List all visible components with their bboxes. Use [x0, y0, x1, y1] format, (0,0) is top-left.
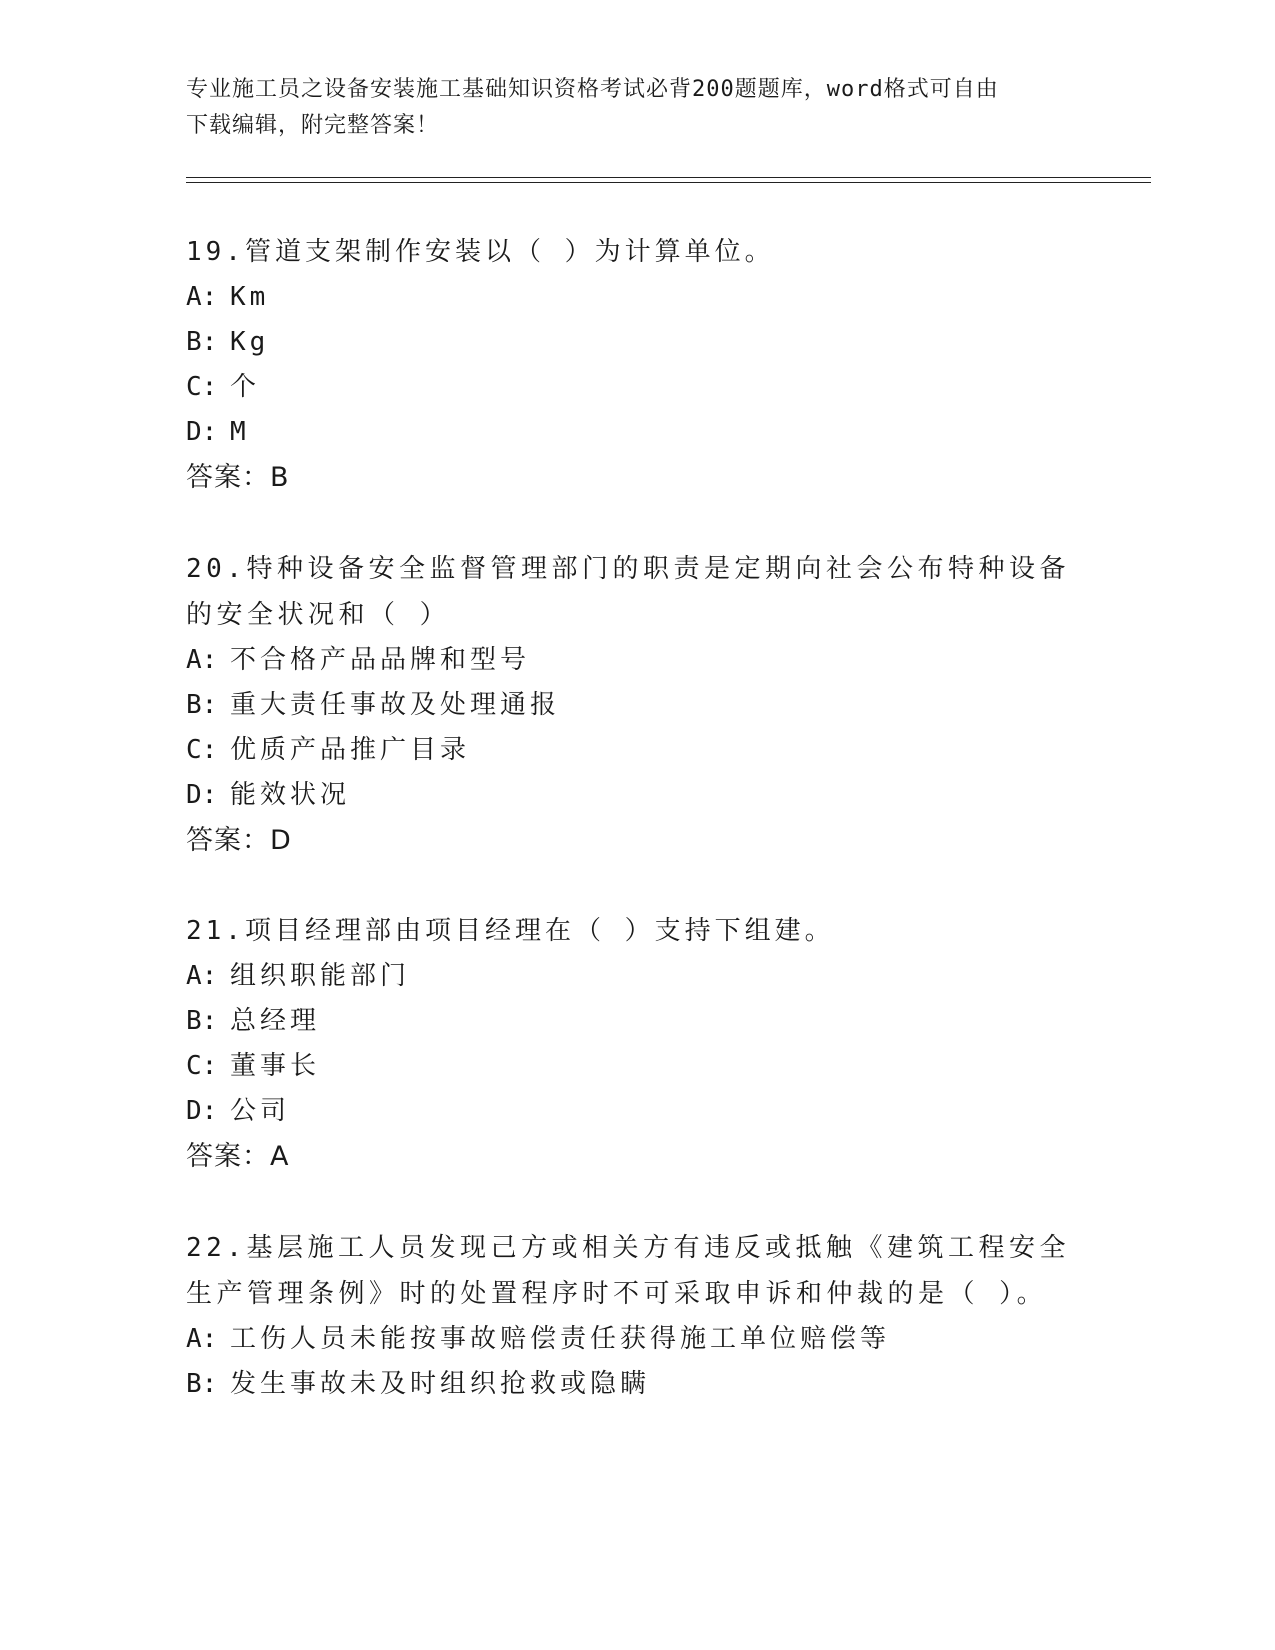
- answer-value: A: [270, 1141, 290, 1172]
- option-text: 董事长: [230, 1051, 321, 1081]
- option-c: [186, 1044, 1086, 1089]
- option-text: 重大责任事故及处理通报: [230, 690, 561, 720]
- option-text: 能效状况: [230, 780, 351, 810]
- question-19: [186, 230, 1086, 500]
- option-text: 组织职能部门: [230, 961, 411, 991]
- option-a: [186, 638, 1086, 683]
- question-text: 基层施工人员发现己方或相关方有违反或抵触《建筑工程安全生产管理条例》时的处置程序时不可采取申诉和仲裁的是（ ）。: [186, 1233, 1070, 1309]
- option-text: 不合格产品品牌和型号: [230, 645, 531, 675]
- option-letter: A:: [186, 282, 218, 312]
- option-letter: C:: [186, 372, 218, 402]
- option-letter: D:: [186, 417, 218, 447]
- option-d: [186, 1089, 1086, 1134]
- document-header: [186, 72, 1086, 144]
- answer-line: [186, 1134, 1086, 1179]
- option-letter: D:: [186, 780, 218, 810]
- option-text: 个: [230, 372, 261, 402]
- option-b: [186, 320, 1086, 365]
- question-text: 项目经理部由项目经理在（ ）支持下组建。: [244, 916, 835, 946]
- answer-label: 答案：: [186, 1141, 270, 1172]
- option-text: Km: [230, 282, 270, 312]
- answer-value: D: [270, 825, 292, 856]
- option-letter: A:: [186, 645, 218, 675]
- question-22: [186, 1225, 1086, 1407]
- option-letter: B:: [186, 690, 218, 720]
- option-letter: A:: [186, 961, 218, 991]
- option-b: [186, 999, 1086, 1044]
- option-text: 优质产品推广目录: [230, 735, 471, 765]
- option-d: [186, 773, 1086, 818]
- option-text: Kg: [230, 327, 270, 357]
- answer-value: B: [270, 462, 290, 493]
- question-stem: [186, 546, 1086, 638]
- question-stem: [186, 909, 1086, 954]
- option-c: [186, 365, 1086, 410]
- header-line-2: 下载编辑，附完整答案！: [186, 113, 440, 138]
- answer-line: [186, 455, 1086, 500]
- option-b: [186, 683, 1086, 728]
- option-letter: D:: [186, 1096, 218, 1126]
- answer-label: 答案：: [186, 462, 270, 493]
- option-b: [186, 1362, 1086, 1407]
- question-20: [186, 546, 1086, 863]
- option-a: [186, 275, 1086, 320]
- option-c: [186, 728, 1086, 773]
- option-letter: B:: [186, 1369, 218, 1399]
- option-letter: A:: [186, 1324, 218, 1354]
- option-a: [186, 954, 1086, 999]
- question-21: [186, 909, 1086, 1179]
- answer-line: [186, 818, 1086, 863]
- option-d: [186, 410, 1086, 455]
- answer-label: 答案：: [186, 825, 270, 856]
- header-divider: [186, 177, 1151, 183]
- question-number: 20.: [186, 554, 247, 584]
- question-stem: [186, 230, 1086, 275]
- option-a: [186, 1317, 1086, 1362]
- header-line-1: 专业施工员之设备安装施工基础知识资格考试必背200题题库，word格式可自由: [186, 77, 999, 102]
- option-letter: B:: [186, 1006, 218, 1036]
- question-text: 管道支架制作安装以（ ）为计算单位。: [244, 237, 775, 267]
- option-text: M: [230, 417, 250, 447]
- option-text: 总经理: [230, 1006, 321, 1036]
- question-text: 特种设备安全监督管理部门的职责是定期向社会公布特种设备的安全状况和（ ）: [186, 554, 1070, 630]
- question-number: 19.: [186, 237, 245, 267]
- option-text: 发生事故未及时组织抢救或隐瞒: [230, 1369, 651, 1399]
- option-letter: C:: [186, 735, 218, 765]
- option-text: 公司: [230, 1096, 291, 1126]
- option-letter: C:: [186, 1051, 218, 1081]
- option-text: 工伤人员未能按事故赔偿责任获得施工单位赔偿等: [230, 1324, 891, 1354]
- question-number: 22.: [186, 1233, 247, 1263]
- question-stem: [186, 1225, 1086, 1317]
- option-letter: B:: [186, 327, 218, 357]
- question-number: 21.: [186, 916, 245, 946]
- question-list: [186, 230, 1086, 1453]
